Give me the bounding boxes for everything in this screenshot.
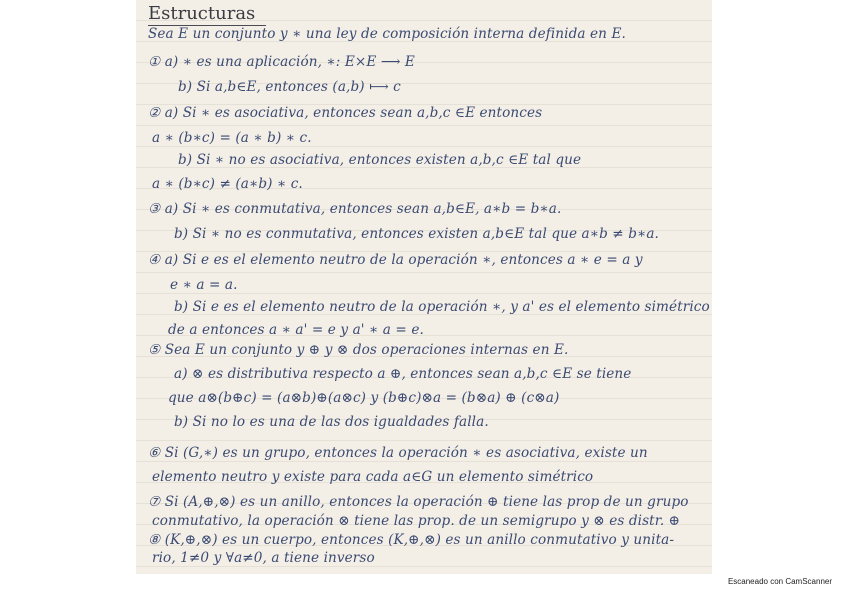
note-line: ③ a) Si ∗ es conmutativa, entonces sean a,b∈E, a∗b = b∗a. (148, 201, 562, 217)
note-line: Sea E un conjunto y ∗ una ley de composición interna definida en E. (148, 26, 626, 42)
note-line: b) Si e es el elemento neutro de la operación ∗, y a' es el elemento simétrico (174, 299, 710, 315)
note-line: ⑦ Si (A,⊕,⊗) es un anillo, entonces la operación ⊕ tiene las prop de un grupo (148, 494, 689, 510)
note-line: ④ a) Si e es el elemento neutro de la operación ∗, entonces a ∗ e = a y (148, 252, 643, 268)
note-line: ⑧ (K,⊕,⊗) es un cuerpo, entonces (K,⊕,⊗) es un anillo conmutativo y unita- (148, 532, 675, 548)
note-line: ⑤ Sea E un conjunto y ⊕ y ⊗ dos operaciones internas en E. (148, 342, 569, 358)
note-line: de a entonces a ∗ a' = e y a' ∗ a = e. (168, 322, 424, 338)
note-line: a ∗ (b∗c) = (a ∗ b) ∗ c. (152, 130, 312, 146)
note-line: e ∗ a = a. (170, 277, 238, 293)
note-line: ⑥ Si (G,∗) es un grupo, entonces la operación ∗ es asociativa, existe un (148, 445, 648, 461)
note-line: conmutativo, la operación ⊗ tiene las prop. de un semigrupo y ⊗ es distr. ⊕ (152, 513, 681, 529)
note-line: ① a) ∗ es una aplicación, ∗: E×E ⟶ E (148, 54, 415, 70)
note-line: ② a) Si ∗ es asociativa, entonces sean a,b,c ∈E entonces (148, 105, 543, 121)
scanner-watermark: Escaneado con CamScanner (727, 577, 832, 586)
note-line: que a⊗(b⊕c) = (a⊗b)⊕(a⊗c) y (b⊕c)⊗a = (b⊗a) ⊕ (c⊗a) (168, 390, 560, 406)
note-line: a) ⊗ es distributiva respecto a ⊕, entonces sean a,b,c ∈E se tiene (174, 366, 632, 382)
note-line: elemento neutro y existe para cada a∈G un elemento simétrico (152, 469, 594, 485)
page-title: Estructuras (148, 3, 256, 24)
note-line: b) Si a,b∈E, entonces (a,b) ⟼ c (178, 79, 401, 95)
note-line: b) Si ∗ no es asociativa, entonces existen a,b,c ∈E tal que (178, 152, 582, 168)
note-line: b) Si no lo es una de las dos igualdades falla. (174, 414, 489, 430)
notebook-page (136, 0, 712, 574)
note-line: a ∗ (b∗c) ≠ (a∗b) ∗ c. (152, 176, 303, 192)
note-line: rio, 1≠0 y ∀a≠0, a tiene inverso (152, 550, 375, 566)
note-line: b) Si ∗ no es conmutativa, entonces existen a,b∈E tal que a∗b ≠ b∗a. (174, 226, 659, 242)
